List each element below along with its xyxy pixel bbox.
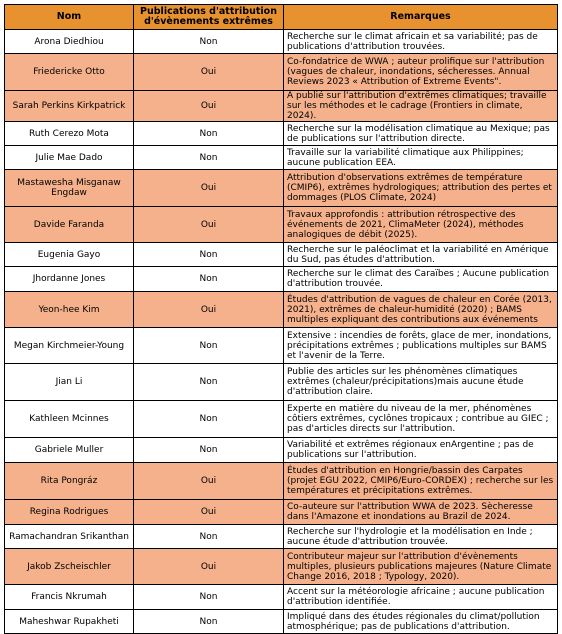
- row-publication-cell: Non: [134, 146, 284, 170]
- row-remark-cell: Attribution d'observations extrêmes de température (CMIP6), extrêmes hydrologiques; attribution des pertes et dommages (PLOS Climate, 2024): [284, 170, 558, 207]
- row-publication-cell: Non: [134, 438, 284, 463]
- row-name-cell: Julie Mae Dado: [5, 146, 134, 170]
- row-name-cell: Ramachandran Srikanthan: [5, 525, 134, 549]
- table-row: [5, 585, 558, 610]
- row-name-cell: Megan Kirchmeier-Young: [5, 328, 134, 364]
- row-publication-cell: Non: [134, 30, 284, 54]
- table-row: [5, 267, 558, 292]
- row-name-cell: Jian Li: [5, 364, 134, 401]
- row-publication-cell: Oui: [134, 207, 284, 243]
- row-remark-cell: Recherche sur le climat africain et sa variabilité; pas de publications d'attribution trouvées.: [284, 30, 558, 54]
- header-publications: Publications d'attribution d'évènements extrêmes: [134, 5, 284, 30]
- table-row: [5, 122, 558, 146]
- header-row: [5, 5, 558, 30]
- row-remark-cell: Travaille sur la variabilité climatique aux Philippines; aucune publication EEA.: [284, 146, 558, 170]
- row-publication-cell: Oui: [134, 549, 284, 585]
- table-row: [5, 525, 558, 549]
- row-publication-cell: Non: [134, 364, 284, 401]
- table-row: [5, 30, 558, 54]
- row-remark-cell: Accent sur la météorologie africaine ; aucune publication d'attribution identifiée.: [284, 585, 558, 610]
- row-publication-cell: Oui: [134, 500, 284, 525]
- row-publication-cell: Non: [134, 610, 284, 634]
- table-row: [5, 610, 558, 634]
- row-remark-cell: Travaux approfondis : attribution rétrospective des événements de 2021, ClimaMeter (2024), méthodes analogiques de débit (2025).: [284, 207, 558, 243]
- header-name: Nom: [5, 5, 134, 30]
- row-name-cell: Jakob Zscheischler: [5, 549, 134, 585]
- attribution-table: [4, 4, 558, 634]
- row-publication-cell: Non: [134, 401, 284, 438]
- table-row: [5, 438, 558, 463]
- row-remark-cell: Extensive : incendies de forêts, glace de mer, inondations, précipitations extrêmes ; publications multiples sur BAMS et l'avenir de la Terre.: [284, 328, 558, 364]
- table-row: [5, 401, 558, 438]
- row-name-cell: Mastawesha Misganaw Engdaw: [5, 170, 134, 207]
- row-remark-cell: Recherche sur le paléoclimat et la variabilité en Amérique du Sud, pas études d'attribution.: [284, 243, 558, 267]
- table-row: [5, 328, 558, 364]
- row-name-cell: Davide Faranda: [5, 207, 134, 243]
- row-remark-cell: Co-auteure sur l'attribution WWA de 2023. Sècheresse dans l'Amazone et inondations au Brazil de 2024.: [284, 500, 558, 525]
- row-name-cell: Sarah Perkins Kirkpatrick: [5, 91, 134, 122]
- row-publication-cell: Non: [134, 328, 284, 364]
- row-name-cell: Regina Rodrigues: [5, 500, 134, 525]
- row-remark-cell: Co-fondatrice de WWA ; auteur prolifique sur l'attribution (vagues de chaleur, inondations, sécheresses. Annual Reviews 2023 « Attribution of Extreme Events".: [284, 54, 558, 91]
- row-name-cell: Jhordanne Jones: [5, 267, 134, 292]
- row-publication-cell: Non: [134, 122, 284, 146]
- row-publication-cell: Non: [134, 525, 284, 549]
- table-row: [5, 500, 558, 525]
- row-publication-cell: Oui: [134, 91, 284, 122]
- row-name-cell: Arona Diedhiou: [5, 30, 134, 54]
- row-remark-cell: Publie des articles sur les phénomènes climatiques extrêmes (chaleur/précipitations)mais aucune étude d'attribution claire.: [284, 364, 558, 401]
- row-remark-cell: Recherche sur la modélisation climatique au Mexique; pas de publications sur l'attribution directe.: [284, 122, 558, 146]
- row-remark-cell: A publié sur l'attribution d'extrêmes climatiques; travaille sur les méthodes et le cadrage (Frontiers in climate, 2024).: [284, 91, 558, 122]
- table-row: [5, 91, 558, 122]
- row-name-cell: Rita Pongráz: [5, 463, 134, 500]
- row-name-cell: Yeon-hee Kim: [5, 292, 134, 328]
- table-row: [5, 170, 558, 207]
- row-name-cell: Friedericke Otto: [5, 54, 134, 91]
- row-remark-cell: Contributeur majeur sur l'attribution d'évènements multiples, plusieurs publications majeures (Nature Climate Change 2016, 2018 ; Typology, 2020).: [284, 549, 558, 585]
- row-publication-cell: Non: [134, 243, 284, 267]
- row-publication-cell: Oui: [134, 170, 284, 207]
- row-remark-cell: Études d'attribution en Hongrie/bassin des Carpates (projet EGU 2022, CMIP6/Euro-CORDEX) ; recherche sur les températures et précipitations extrêmes.: [284, 463, 558, 500]
- row-remark-cell: Impliqué dans des études régionales du climat/pollution atmosphérique; pas de publications d'attribution.: [284, 610, 558, 634]
- row-remark-cell: Recherche sur l'hydrologie et la modélisation en Inde ; aucune étude d'attribution trouvée.: [284, 525, 558, 549]
- row-publication-cell: Oui: [134, 292, 284, 328]
- row-name-cell: Gabriele Muller: [5, 438, 134, 463]
- row-remark-cell: Recherche sur le climat des Caraïbes ; Aucune publication d'attribution trouvée.: [284, 267, 558, 292]
- row-publication-cell: Non: [134, 267, 284, 292]
- table-row: [5, 292, 558, 328]
- row-name-cell: Eugenia Gayo: [5, 243, 134, 267]
- row-name-cell: Ruth Cerezo Mota: [5, 122, 134, 146]
- table-row: [5, 243, 558, 267]
- table-row: [5, 364, 558, 401]
- table-row: [5, 54, 558, 91]
- row-remark-cell: Experte en matière du niveau de la mer, phénomènes côtiers extrêmes, cyclônes tropicaux ; contribue au GIEC ; pas d'articles directs sur l'attribution.: [284, 401, 558, 438]
- row-publication-cell: Non: [134, 585, 284, 610]
- row-remark-cell: Variabilité et extrêmes régionaux enArgentine ; pas de publications sur l'attribution.: [284, 438, 558, 463]
- row-name-cell: Francis Nkrumah: [5, 585, 134, 610]
- row-name-cell: Kathleen Mcinnes: [5, 401, 134, 438]
- row-publication-cell: Oui: [134, 463, 284, 500]
- row-name-cell: Maheshwar Rupakheti: [5, 610, 134, 634]
- row-remark-cell: Études d'attribution de vagues de chaleur en Corée (2013, 2021), extrêmes de chaleur-humidité (2020) ; BAMS multiples expliquant des contributions aux événements: [284, 292, 558, 328]
- table-row: [5, 549, 558, 585]
- table-row: [5, 207, 558, 243]
- header-remarks: Remarques: [284, 5, 558, 30]
- table-row: [5, 463, 558, 500]
- row-publication-cell: Oui: [134, 54, 284, 91]
- table-row: [5, 146, 558, 170]
